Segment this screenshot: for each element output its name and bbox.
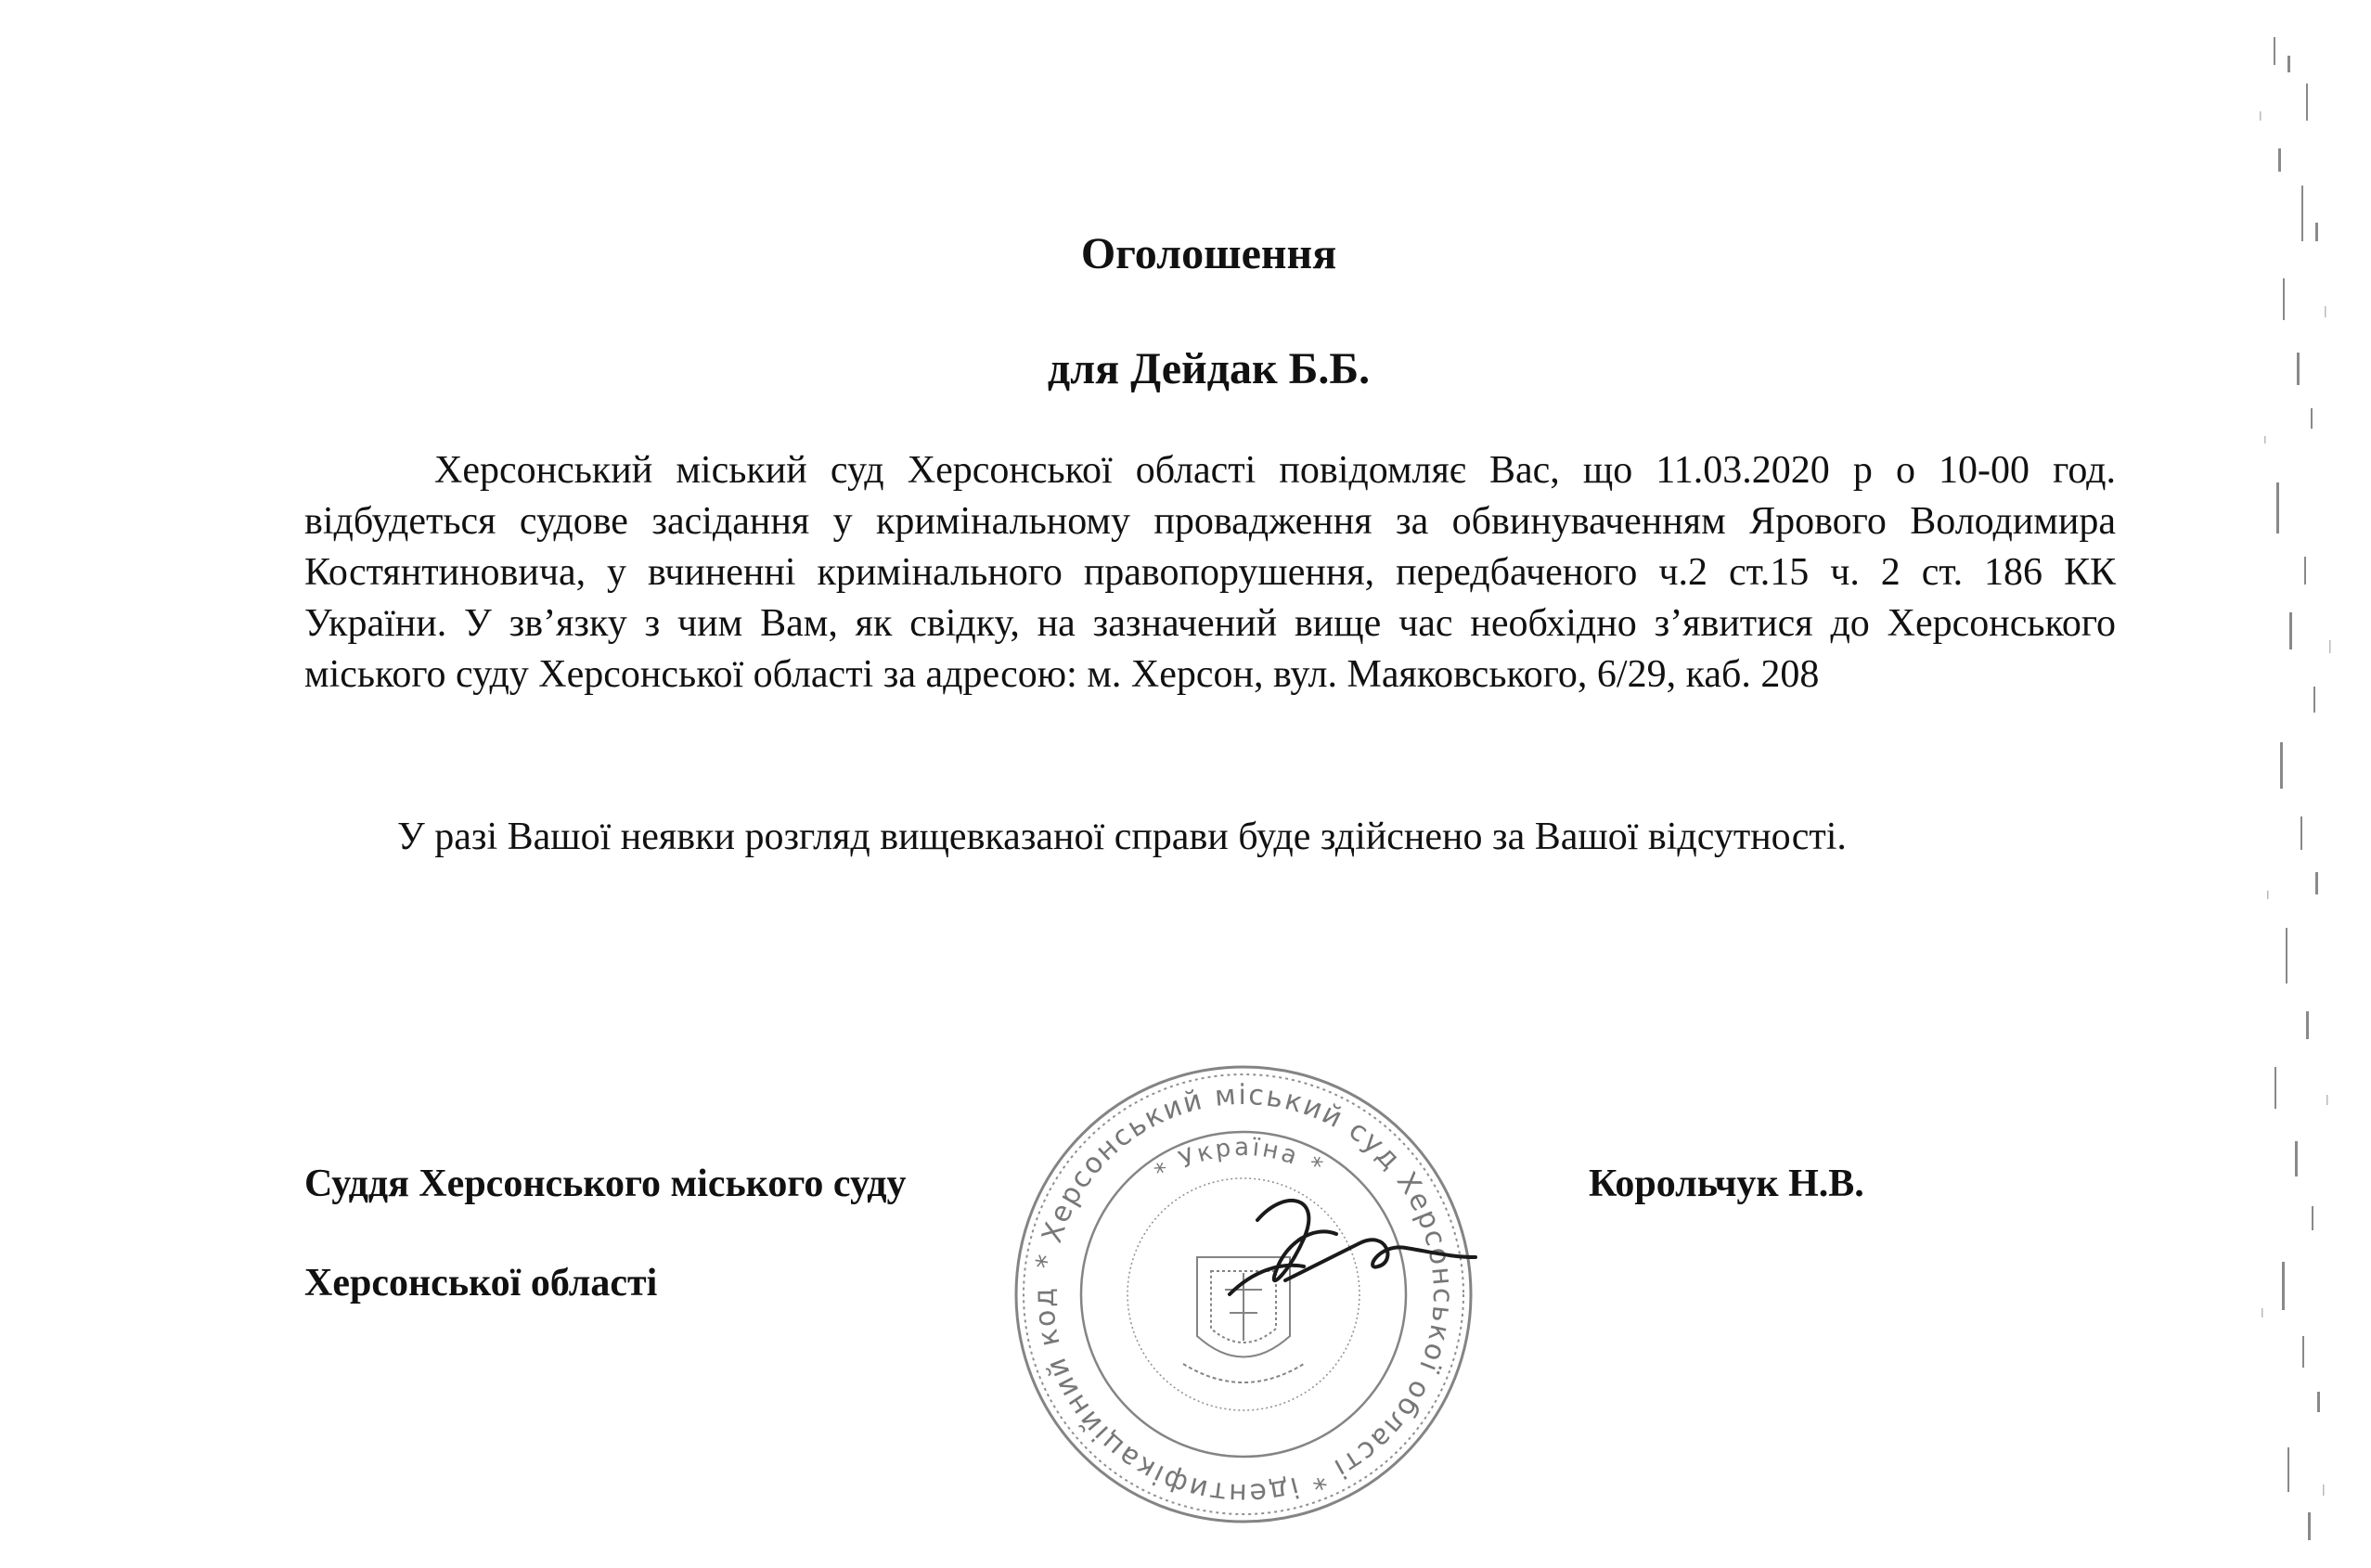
announcement-paragraph-1: Херсонський міський суд Херсонської області повідомляє Вас, що 11.03.2020 р о 10-00 год. відбудеться судове засідання у кримінальному провадження за обвинуваченням Ярового Володимира Костянтиновича, у вчиненні кримінального правопорушення, передбаченого ч.2 ст.15 ч. 2 ст. 186 КК України. У зв’язку з чим Вам, як свідку, на зазначений вище час необхідно з’явитися до Херсонського міського суду Херсонської області за адресою: м. Херсон, вул. Маяковського, 6/29, каб. 208 bbox=[304, 449, 2116, 696]
announcement-paragraph-2: У разі Вашої неявки розгляд вищевказаної справи буде здійснено за Вашої відсутності. bbox=[397, 816, 1847, 858]
judge-title: Суддя Херсонського міського суду bbox=[304, 1163, 907, 1205]
seal-inner-text: * Україна * bbox=[1150, 1133, 1330, 1188]
scan-edge-artifact bbox=[2185, 0, 2371, 1568]
court-seal-stamp bbox=[1007, 1058, 1480, 1531]
document-recipient: для Дейдак Б.Б. bbox=[1047, 344, 1371, 393]
seal-emblem-icon bbox=[1183, 1257, 1304, 1382]
judge-name: Корольчук Н.В. bbox=[1589, 1163, 1864, 1205]
document-title: Оголошення bbox=[1080, 229, 1337, 278]
judge-region: Херсонської області bbox=[304, 1262, 658, 1305]
seal-outer-text: * Херсонський міський суд Херсонської області * ідентифікаційний код bbox=[1027, 1078, 1460, 1510]
